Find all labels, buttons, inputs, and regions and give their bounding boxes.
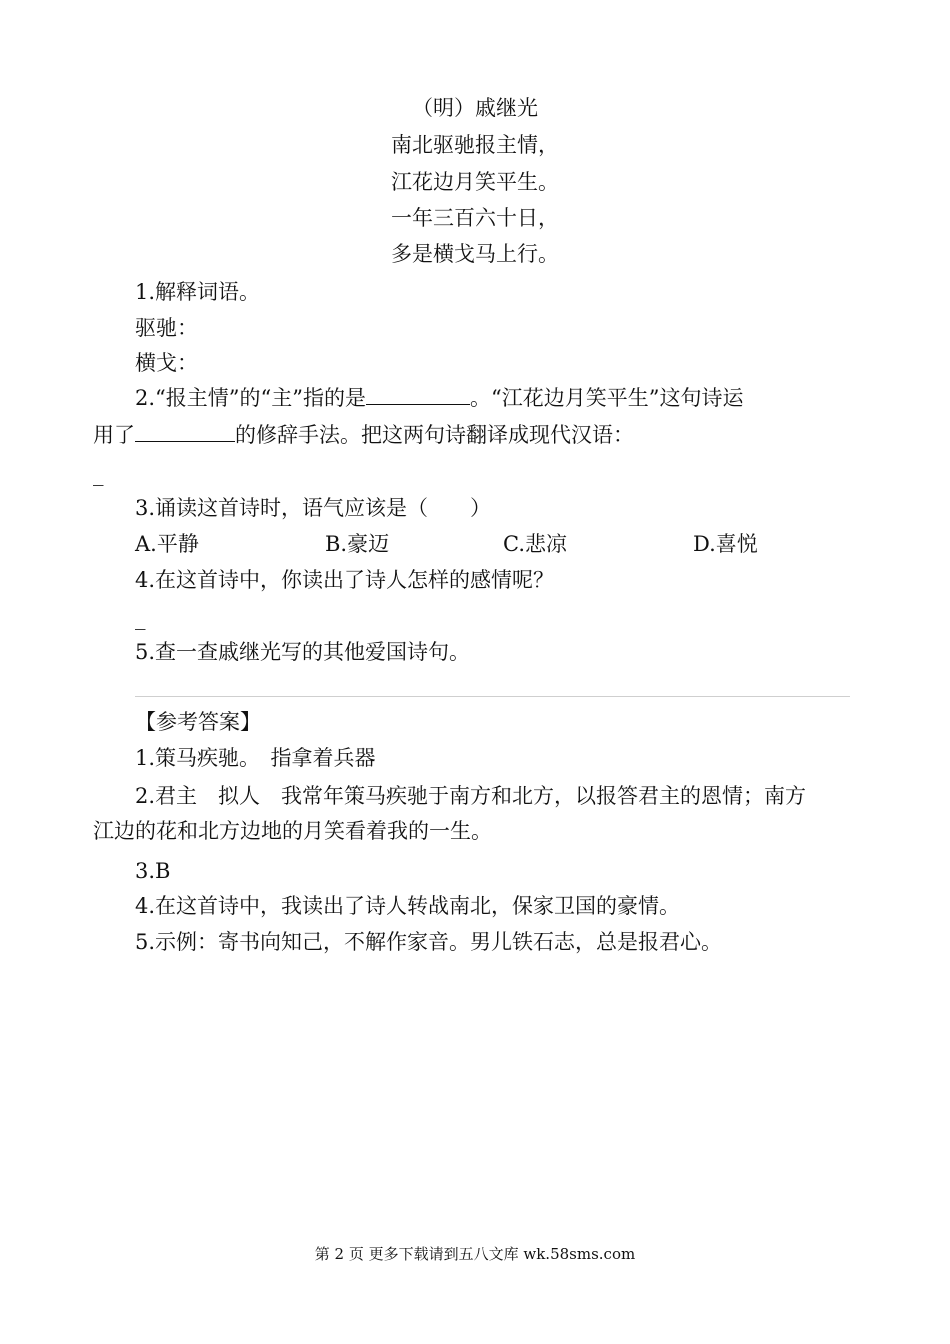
q1-term-2: 横戈：: [135, 351, 198, 375]
q5-title: 5.查一查戚继光写的其他爱国诗句。: [135, 640, 471, 664]
q2-blank-2[interactable]: [135, 421, 235, 442]
poem-line-4: 多是横戈马上行。: [391, 242, 559, 266]
q2-line-1: [135, 384, 743, 412]
poem-line-2: 江花边月笑平生。: [391, 170, 559, 194]
q2-text-1: 2.“报主情”的“主”指的是: [135, 386, 366, 410]
q3-option-d[interactable]: D.喜悦: [693, 532, 758, 556]
q1-term-1: 驱驰：: [135, 316, 198, 340]
answer-2-line-2: 江边的花和北方边地的月笑看着我的一生。: [93, 819, 492, 843]
q4-answer-line[interactable]: _: [135, 606, 146, 630]
answer-4: 4.在这首诗中，我读出了诗人转战南北，保家卫国的豪情。: [135, 894, 681, 918]
q2-text-4: 的修辞手法。把这两句诗翻译成现代汉语：: [235, 423, 634, 447]
q3-option-c[interactable]: C.悲凉: [503, 532, 567, 556]
q4-title: 4.在这首诗中，你读出了诗人怎样的感情呢？: [135, 568, 555, 592]
answer-3: 3.B: [135, 859, 171, 883]
divider-line: [135, 696, 850, 697]
page-footer: 第 2 页 更多下载请到五八文库 wk.58sms.com: [314, 1245, 636, 1263]
q2-answer-line[interactable]: _: [93, 462, 104, 486]
q2-text-2: 。“江花边月笑平生”这句诗运: [469, 386, 744, 410]
poem-line-1: 南北驱驰报主情，: [391, 133, 559, 157]
q2-blank-1[interactable]: [366, 384, 470, 405]
q2-text-3: 用了: [93, 423, 135, 447]
q3-title: 3.诵读这首诗时，语气应该是（ ）: [135, 496, 492, 520]
answers-heading: 【参考答案】: [135, 710, 261, 734]
q3-option-b[interactable]: B.豪迈: [325, 532, 390, 556]
poem-author: （明）戚继光: [412, 96, 538, 120]
poem-line-3: 一年三百六十日，: [391, 206, 559, 230]
q2-line-2: [93, 421, 634, 449]
answer-5: 5.示例：寄书向知己，不解作家音。男儿铁石志，总是报君心。: [135, 930, 723, 954]
answer-1: 1.策马疾驰。 指拿着兵器: [135, 746, 376, 770]
q3-option-a[interactable]: A.平静: [135, 532, 199, 556]
q1-title: 1.解释词语。: [135, 280, 261, 304]
answer-2-line-1: 2.君主 拟人 我常年策马疾驰于南方和北方，以报答君主的恩情；南方: [135, 784, 807, 808]
q3-options: [0, 530, 950, 558]
